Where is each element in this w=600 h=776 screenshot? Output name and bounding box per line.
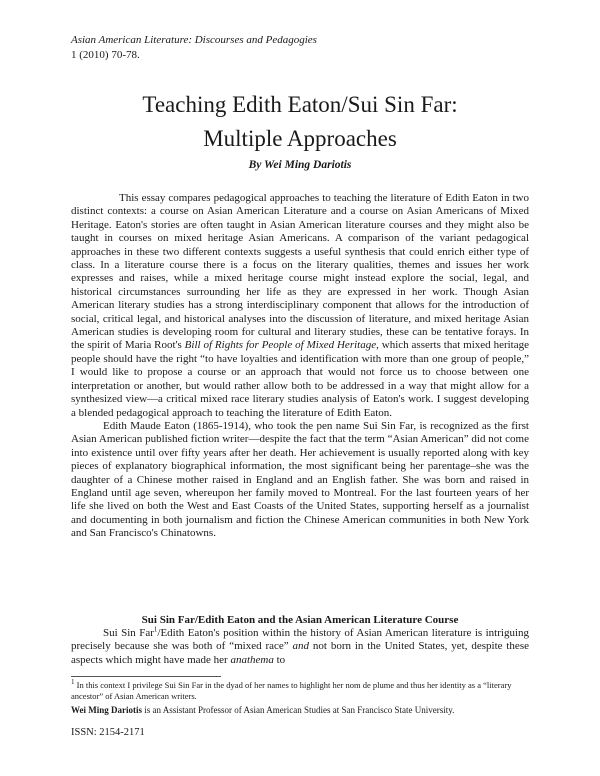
title-line-2: Multiple Approaches bbox=[203, 126, 397, 151]
paragraph-2: Edith Maude Eaton (1865-1914), who took the pen name Sui Sin Far, is recognized as the first Asian American published fiction writer—despite the fact that the term “Asian American” did not come into existence until over fifty years after her death. Her achievement is usually reported along with key pieces of explanatory biographical information, the most significant being her parentage–she was the daughter of a Chinese mother raised in England and an English father. She was born and raised in England until age seven, whereupon her family moved to Montreal. For the last fourteen years of her life she lived on both the West and East Coasts of the United States, supporting herself as a journalist and documenting in both journalism and fiction the Chinese American communities in both New York and San Francisco's Chinatowns. bbox=[71, 419, 529, 540]
section-body bbox=[71, 627, 529, 667]
paragraph-1 bbox=[71, 192, 529, 420]
article-byline: By Wei Ming Dariotis bbox=[248, 159, 352, 171]
journal-header bbox=[71, 33, 317, 63]
paragraph-1-italic-title: Bill of Rights for People of Mixed Heritage bbox=[184, 339, 377, 352]
footnote-reference[interactable]: 1 bbox=[153, 625, 158, 634]
section-heading: Sui Sin Far/Edith Eaton and the Asian American Literature Course bbox=[141, 614, 459, 626]
section-paragraph bbox=[71, 627, 529, 667]
footnote-divider bbox=[71, 676, 221, 677]
section-italic-and: and bbox=[292, 640, 310, 653]
footnote-mark: 1 bbox=[71, 678, 75, 687]
author-bio bbox=[71, 705, 529, 716]
footnote bbox=[71, 680, 529, 702]
section-text-start: Sui Sin Far bbox=[103, 627, 154, 639]
issn-number: ISSN: 2154-2171 bbox=[71, 727, 145, 738]
paragraph-1-text-a: This essay compares pedagogical approaches to teaching the literature of Edith Eaton in two distinct contexts: a course on Asian American Literature and a course on Asian Americans of Mixed Heritage. Eaton's stories are often taught in Asian American literature courses and they might also be taught in courses on mixed heritage Asian Americans. A comparison of the variant pedagogical approaches in these two different contexts suggests a useful synthesis that could enrich either type of class. In a literature course there is a focus on the literary qualities, themes and issues her work expresses and raises, while a mixed heritage course might instead explore the social, legal, and historical circumstances surrounding her life as they are expressed in her work. Though Asian American literary studies has a strong interdisciplinary component that allows for the introduction of social, critical legal, and historical analyses into the discussion of literature, and mixed heritage Asian American studies is developing room for cultural and literary studies, these can be tentative forays. In the spirit of Maria Root's bbox=[71, 192, 529, 352]
article-body bbox=[71, 192, 529, 541]
journal-title: Asian American Literature: Discourses and Pedagogies bbox=[71, 34, 317, 46]
section-italic-anathema: anathema bbox=[230, 653, 274, 666]
article-title bbox=[0, 88, 600, 156]
title-line-1: Teaching Edith Eaton/Sui Sin Far: bbox=[142, 92, 458, 117]
section-text-a: /Edith Eaton's position within the history of Asian American literature is intriguing precisely because she was both of “mixed race” bbox=[71, 627, 529, 653]
author-name: Wei Ming Dariotis bbox=[71, 705, 142, 715]
paragraph-1-text-b: , which asserts that mixed heritage people should have the right “to have loyalties and identification with more than one group of people,” I would like to propose a course or an approach that would not force us to choose between one interpretation or another, but would rather allow both to be addressed in a way that might allow for a synthesized view—a critical mixed race literary studies analysis of Eaton's work. I suggest developing a blended pedagogical approach to teaching the literature of Edith Eaton. bbox=[71, 339, 529, 419]
footnote-text: In this context I privilege Sui Sin Far in the dyad of her names to highlight her nom de plume and thus her identity as a “literary ancestor” of Asian American writers. bbox=[71, 680, 512, 701]
author-bio-text: is an Assistant Professor of Asian American Studies at San Francisco State University. bbox=[142, 705, 455, 715]
section-text-c: to bbox=[273, 653, 286, 666]
section-text-b: not born in the United States, yet, despite these aspects which might have made her bbox=[71, 640, 529, 666]
journal-issue: 1 (2010) 70-78. bbox=[71, 49, 140, 61]
